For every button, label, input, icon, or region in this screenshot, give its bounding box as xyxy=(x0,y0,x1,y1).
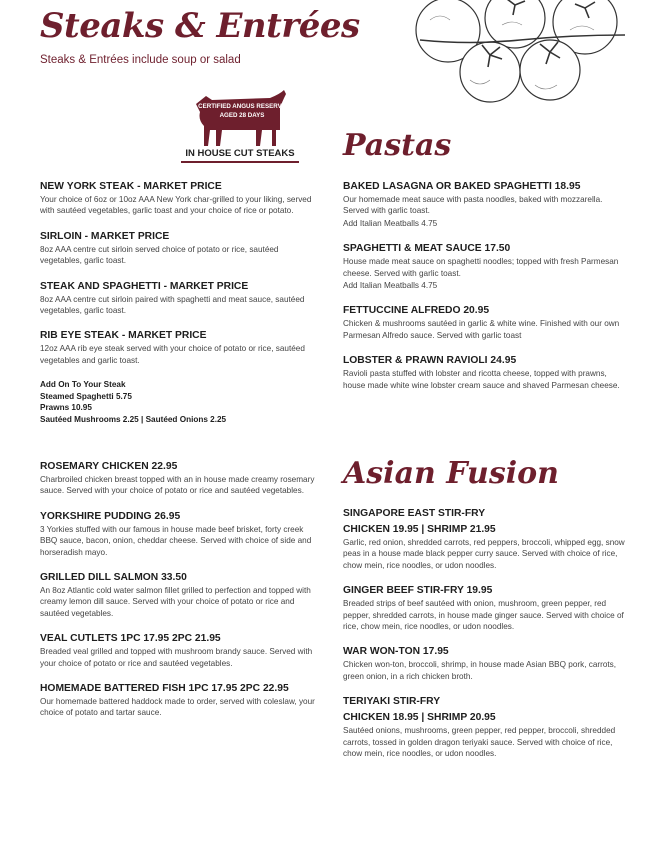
item-name: HOMEMADE BATTERED FISH 1PC 17.95 2PC 22.95 xyxy=(40,683,289,695)
item-description: Charbroiled chicken breast topped with an in house made creamy rosemary sauce. Served with your choice of potato or rice and sautéed vegetables. xyxy=(40,475,315,496)
steaks-list xyxy=(40,180,322,425)
menu-item xyxy=(343,645,625,682)
item-name: SPAGHETTI & MEAT SAUCE 17.50 xyxy=(343,243,511,255)
menu-item xyxy=(40,460,322,497)
menu-item xyxy=(343,304,625,341)
item-description: 8oz AAA centre cut sirloin served choice of potato or rice, sautéed vegetables, garlic toast. xyxy=(40,244,279,266)
item-name: GRILLED DILL SALMON 33.50 xyxy=(40,572,187,584)
menu-item xyxy=(40,510,322,558)
menu-item xyxy=(40,329,322,366)
item-name: BAKED LASAGNA OR BAKED SPAGHETTI 18.95 xyxy=(343,181,581,192)
page-title: Steaks & Entrées xyxy=(40,6,360,46)
menu-item xyxy=(343,242,625,291)
item-extra: Add Italian Meatballs 4.75 xyxy=(343,218,438,228)
item-name: STEAK AND SPAGHETTI - MARKET PRICE xyxy=(40,280,249,292)
item-description: Breaded veal grilled and topped with mushroom brandy sauce. Served with your choice of potato or rice and sautéed vegetables. xyxy=(40,647,313,668)
item-name: RIB EYE STEAK - MARKET PRICE xyxy=(40,330,207,342)
item-description: 3 Yorkies stuffed with our famous in house made beef brisket, forty creek BBQ sauce, bacon, onion, cheddar cheese. Served with choice of side and horseradish mayo. xyxy=(40,524,312,557)
item-name: WAR WON-TON 17.95 xyxy=(343,646,449,658)
item-description: Your choice of 6oz or 10oz AAA New York char-grilled to your liking, served with sautéed vegetables, garlic toast and your choice of rice or potato. xyxy=(40,195,312,216)
addon-line: Steamed Spaghetti 5.75 xyxy=(40,391,132,401)
item-name: VEAL CUTLETS 1PC 17.95 2PC 21.95 xyxy=(40,633,221,645)
item-description: An 8oz Atlantic cold water salmon fillet grilled to perfection and topped with creamy lemon dill sauce. Served with your choice of potato or rice and sautéed vegetables. xyxy=(40,586,311,618)
item-price-line: CHICKEN 18.95 | SHRIMP 20.95 xyxy=(343,712,496,724)
pastas-title: Pastas xyxy=(343,128,452,163)
addon-title: Add On To Your Steak xyxy=(40,380,126,390)
item-name: LOBSTER & PRAWN RAVIOLI 24.95 xyxy=(343,355,517,367)
badge-line1: CERTIFIED ANGUS RESERVE xyxy=(198,103,286,110)
badge-line2: AGED 28 DAYS xyxy=(219,112,265,119)
menu-item xyxy=(40,682,322,719)
item-name: GINGER BEEF STIR-FRY 19.95 xyxy=(343,585,493,597)
asian-fusion-list xyxy=(343,507,625,772)
addon-line: Prawns 10.95 xyxy=(40,403,92,413)
item-description: Sautéed onions, mushrooms, green pepper, red pepper, broccoli, shredded carrots, tossed in golden dragon teriyaki sauce. Served with choice of rice, chow mein, rice noodles, or udon noodles. xyxy=(343,726,616,759)
menu-item xyxy=(40,632,322,669)
item-description: Chicken won-ton, broccoli, shrimp, in house made Asian BBQ pork, carrots, green onion, in a rich chicken broth. xyxy=(343,660,617,681)
steak-addons xyxy=(40,379,322,425)
cow-icon xyxy=(192,86,288,148)
item-price-line: CHICKEN 19.95 | SHRIMP 21.95 xyxy=(343,524,496,535)
menu-item xyxy=(343,507,625,571)
menu-item xyxy=(40,230,322,267)
menu-item xyxy=(40,180,322,217)
menu-item xyxy=(343,584,625,632)
tomato-illustration xyxy=(410,0,635,105)
item-description: Our homemade meat sauce with pasta noodles, baked with mozzarella. Served with garlic toast. xyxy=(343,195,603,216)
angus-cow-badge xyxy=(192,86,288,153)
item-description: 12oz AAA rib eye steak served with your choice of potato or rice, sautéed vegetables and garlic toast. xyxy=(40,344,305,365)
item-name: NEW YORK STEAK - MARKET PRICE xyxy=(40,181,222,192)
item-name: SIRLOIN - MARKET PRICE xyxy=(40,230,170,242)
menu-item xyxy=(40,571,322,619)
item-description: 8oz AAA centre cut sirloin paired with spaghetti and meat sauce, sautéed vegetables, garlic toast. xyxy=(40,294,305,316)
item-description: House made meat sauce on spaghetti noodles; topped with fresh Parmesan cheese. Served with garlic toast. xyxy=(343,257,619,278)
entrees-list xyxy=(40,460,322,732)
item-description: Chicken & mushrooms sautéed in garlic & white wine. Finished with our own Parmesan Alfredo sauce. Served with garlic toast xyxy=(343,319,620,340)
menu-item xyxy=(343,354,625,391)
item-extra: Add Italian Meatballs 4.75 xyxy=(343,281,438,291)
item-name: SINGAPORE EAST STIR-FRY xyxy=(343,508,486,519)
item-description: Ravioli pasta stuffed with lobster and ricotta cheese, topped with prawns, house made white wine lobster cream sauce and shaved Parmesan cheese. xyxy=(343,369,620,390)
item-description: Breaded strips of beef sautéed with onion, mushroom, green pepper, red pepper, shredded carrots, in house made ginger sauce. Served with choice of rice, chow mein, rice noodles, or udon noodles. xyxy=(343,599,624,632)
menu-item xyxy=(40,280,322,317)
item-name: YORKSHIRE PUDDING 26.95 xyxy=(40,510,181,522)
menu-item xyxy=(343,180,625,229)
page-subtitle: Steaks & Entrées include soup or salad xyxy=(40,54,241,66)
item-description: Our homemade battered haddock made to order, served with coleslaw, your choice of potato and tartar sauce. xyxy=(40,697,315,718)
item-name: ROSEMARY CHICKEN 22.95 xyxy=(40,461,178,472)
item-name: TERIYAKI STIR-FRY xyxy=(343,696,441,708)
item-description: Garlic, red onion, shredded carrots, red peppers, broccoli, whipped egg, snow peas in a house made black pepper curry sauce. Served with choice of rice, chow mein, rice noodles, or udon noodles. xyxy=(343,538,625,570)
item-name: FETTUCCINE ALFREDO 20.95 xyxy=(343,305,490,317)
badge-caption: IN HOUSE CUT STEAKS xyxy=(181,148,299,163)
menu-item xyxy=(343,695,625,759)
addon-line: Sautéed Mushrooms 2.25 | Sautéed Onions 2.25 xyxy=(40,414,227,424)
pastas-list xyxy=(343,180,625,404)
asian-fusion-title: Asian Fusion xyxy=(343,456,559,491)
